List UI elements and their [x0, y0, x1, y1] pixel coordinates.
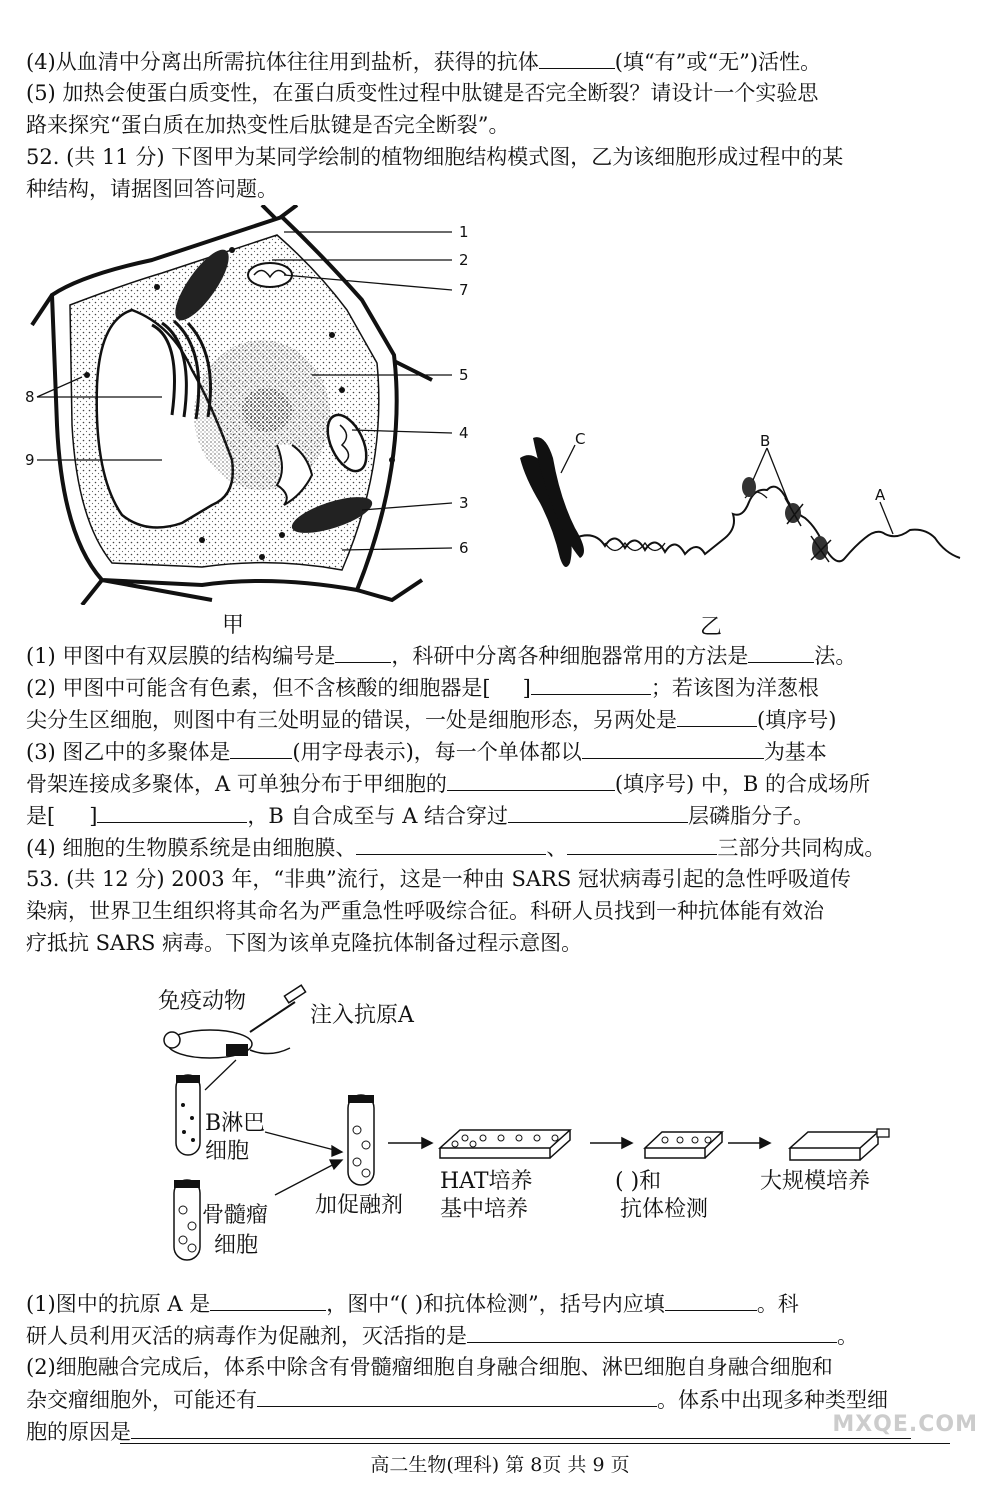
- text: (用字母表示)，每一个单体都以: [292, 740, 582, 764]
- label-select-2: 抗体检测: [620, 1197, 709, 1222]
- text: ，图中“( )和抗体检测”，括号内应填: [326, 1292, 665, 1316]
- q53-part-2b: [26, 1384, 888, 1415]
- text: (填序号) 中，B 的合成场所: [614, 772, 871, 796]
- q52-intro-2: 种结构，请据图回答问题。: [26, 177, 278, 201]
- answer-blank[interactable]: [467, 1320, 837, 1343]
- text: 研人员利用灭活的病毒作为促融剂，灭活指的是: [26, 1324, 467, 1348]
- q51-line-4: [26, 46, 821, 77]
- label-5: 5: [459, 366, 469, 384]
- selection-plate: [645, 1132, 722, 1158]
- label-fusion-agent: 加促融剂: [315, 1193, 404, 1218]
- answer-blank[interactable]: [230, 736, 292, 759]
- culture-flask: [790, 1129, 889, 1160]
- q53-intro-2: 染病，世界卫生组织将其命名为严重急性呼吸综合征。科研人员找到一种抗体能有效治: [26, 899, 824, 923]
- text: 层磷脂分子。: [688, 804, 815, 828]
- label-6: 6: [459, 539, 469, 557]
- text: 尖分生区细胞，则图中有三处明显的错误，一处是细胞形态，另两处是: [26, 708, 677, 732]
- label-b-cell-1: B淋巴: [205, 1111, 266, 1136]
- label-b-cell-2: 细胞: [205, 1139, 250, 1164]
- text: (3) 图乙中的多聚体是: [26, 740, 231, 764]
- label-B: B: [760, 432, 771, 450]
- footer-divider: [120, 1443, 950, 1444]
- label-1: 1: [459, 223, 469, 241]
- text: (填“有”或“无”)活性。: [614, 50, 822, 74]
- answer-blank[interactable]: [539, 46, 615, 69]
- answer-blank[interactable]: [582, 736, 764, 759]
- q52-intro-1: 52. (共 11 分) 下图甲为某同学绘制的植物细胞结构模式图，乙为该细胞形成过程中的某: [26, 145, 844, 169]
- answer-blank[interactable]: [748, 640, 814, 663]
- label-inject-antigen: 注入抗原A: [310, 1003, 414, 1028]
- answer-blank[interactable]: [508, 800, 688, 823]
- answer-blank[interactable]: [567, 832, 717, 855]
- text: 。: [837, 1324, 858, 1348]
- text: 是[: [26, 804, 56, 828]
- label-hat-2: 基中培养: [440, 1197, 529, 1222]
- q52-part-1: [26, 640, 856, 671]
- syringe-icon: [250, 985, 306, 1032]
- text: (4) 细胞的生物膜系统是由细胞膜、: [26, 836, 357, 860]
- text: 、: [546, 836, 568, 860]
- q52-part-2b: [26, 704, 836, 735]
- text: 。体系中出现多种类型细: [657, 1388, 888, 1412]
- label-4: 4: [459, 424, 469, 442]
- mouse-icon: [164, 1030, 290, 1058]
- q53-intro-3: 疗抵抗 SARS 病毒。下图为该单克隆抗体制备过程示意图。: [26, 931, 583, 955]
- label-scale-culture: 大规模培养: [760, 1169, 871, 1194]
- text: 骨架连接成多聚体，A 可单独分布于甲细胞的: [26, 772, 447, 796]
- caption-yi: 乙: [700, 615, 723, 640]
- text: ]: [89, 804, 98, 828]
- q52-part-2a: [26, 672, 819, 703]
- label-9: 9: [25, 451, 35, 469]
- text: (2) 甲图中可能含有色素，但不含核酸的细胞器是[: [26, 676, 491, 700]
- q53-part-1a: [26, 1288, 799, 1319]
- label-A: A: [875, 486, 886, 504]
- answer-blank[interactable]: [447, 768, 615, 791]
- antibody-flow-diagram: [150, 980, 910, 1270]
- fusion-tube: [348, 1095, 374, 1185]
- q53-part-1b: [26, 1320, 858, 1351]
- text: 法。: [814, 644, 857, 668]
- q52-part-4: [26, 832, 885, 863]
- label-2: 2: [459, 251, 469, 269]
- q52-part-3a: [26, 736, 827, 767]
- b-cell-tube: [176, 1075, 200, 1155]
- caption-jia: 甲: [222, 613, 245, 638]
- answer-blank[interactable]: [131, 1416, 911, 1439]
- myeloma-tube: [174, 1180, 200, 1260]
- label-3: 3: [459, 494, 469, 512]
- q53-part-2a: (2)细胞融合完成后，体系中除含有骨髓瘤细胞自身融合细胞、淋巴细胞自身融合细胞和: [26, 1355, 833, 1379]
- text: ，科研中分离各种细胞器常用的方法是: [391, 644, 749, 668]
- answer-blank[interactable]: [356, 832, 546, 855]
- answer-blank[interactable]: [210, 1288, 326, 1311]
- text: ；若该图为洋葱根: [650, 676, 819, 700]
- label-myeloma-2: 细胞: [214, 1233, 259, 1258]
- q52-part-3b: [26, 768, 870, 799]
- text: (填序号): [757, 708, 837, 732]
- text: 胞的原因是: [26, 1420, 131, 1444]
- label-C: C: [575, 430, 586, 448]
- label-immune-animal: 免疫动物: [158, 989, 247, 1014]
- text: (1)图中的抗原 A 是: [26, 1292, 211, 1316]
- answer-blank[interactable]: [677, 704, 757, 727]
- watermark-logo: MXQE.COM: [832, 1412, 978, 1437]
- text: ]: [522, 676, 531, 700]
- text: 。科: [756, 1292, 799, 1316]
- chromosome-diagram: [505, 418, 970, 618]
- text: (1) 甲图中有双层膜的结构编号是: [26, 644, 336, 668]
- answer-blank[interactable]: [257, 1384, 657, 1407]
- answer-blank[interactable]: [97, 800, 247, 823]
- label-select-1: ( )和: [615, 1169, 662, 1194]
- q53-intro-1: 53. (共 12 分) 2003 年，“非典”流行，这是一种由 SARS 冠状病毒引起的急性呼吸道传: [26, 867, 851, 891]
- text: 杂交瘤细胞外，可能还有: [26, 1388, 257, 1412]
- label-8: 8: [25, 388, 35, 406]
- text: 三部分共同构成。: [717, 836, 886, 860]
- page-footer: 高二生物(理科) 第 8页 共 9 页: [370, 1454, 630, 1476]
- answer-blank[interactable]: [665, 1288, 757, 1311]
- label-7: 7: [459, 281, 469, 299]
- answer-blank[interactable]: [335, 640, 391, 663]
- text: 为基本: [763, 740, 827, 764]
- q51-line-5a: (5) 加热会使蛋白质变性，在蛋白质变性过程中肽键是否完全断裂？请设计一个实验思: [26, 81, 819, 105]
- label-myeloma-1: 骨髓瘤: [202, 1203, 269, 1228]
- text: ，B 自合成至与 A 结合穿过: [247, 804, 509, 828]
- hat-plate: [440, 1130, 570, 1158]
- q51-line-5b: 路来探究“蛋白质在加热变性后肽键是否完全断裂”。: [26, 113, 510, 137]
- q52-part-3c: [26, 800, 814, 831]
- plant-cell-diagram: [22, 205, 492, 605]
- label-hat-1: HAT培养: [440, 1169, 533, 1194]
- answer-blank[interactable]: [531, 672, 651, 695]
- text: (4)从血清中分离出所需抗体往往用到盐析，获得的抗体: [26, 50, 539, 74]
